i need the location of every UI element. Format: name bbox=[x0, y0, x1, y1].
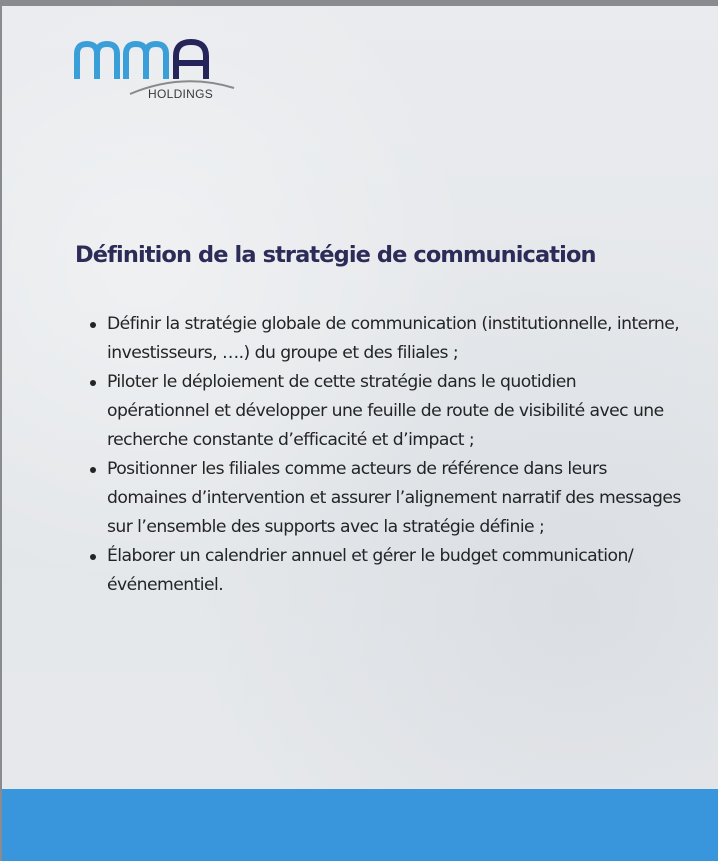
list-item: Élaborer un calendrier annuel et gérer le budget communication/événementiel. bbox=[107, 542, 682, 600]
list-item: Piloter le déploiement de cette stratégie dans le quotidien opérationnel et développer une feuille de route de visibilité avec une recherche constante d’efficacité et d’impact ; bbox=[107, 368, 682, 455]
responsibility-list bbox=[107, 310, 682, 600]
company-logo bbox=[72, 32, 237, 108]
list-item: Définir la stratégie globale de communication (institutionnelle, interne, investisseurs, ….) du groupe et des filiales ; bbox=[107, 310, 682, 368]
footer-bar bbox=[2, 789, 718, 861]
document-page bbox=[2, 6, 718, 861]
list-item: Positionner les filiales comme acteurs de référence dans leurs domaines d’intervention et assurer l’alignement narratif des messages sur l’ensemble des supports avec la stratégie définie ; bbox=[107, 455, 682, 542]
logo-subtitle: HOLDINGS bbox=[148, 87, 214, 101]
section-title: Définition de la stratégie de communication bbox=[75, 242, 596, 268]
